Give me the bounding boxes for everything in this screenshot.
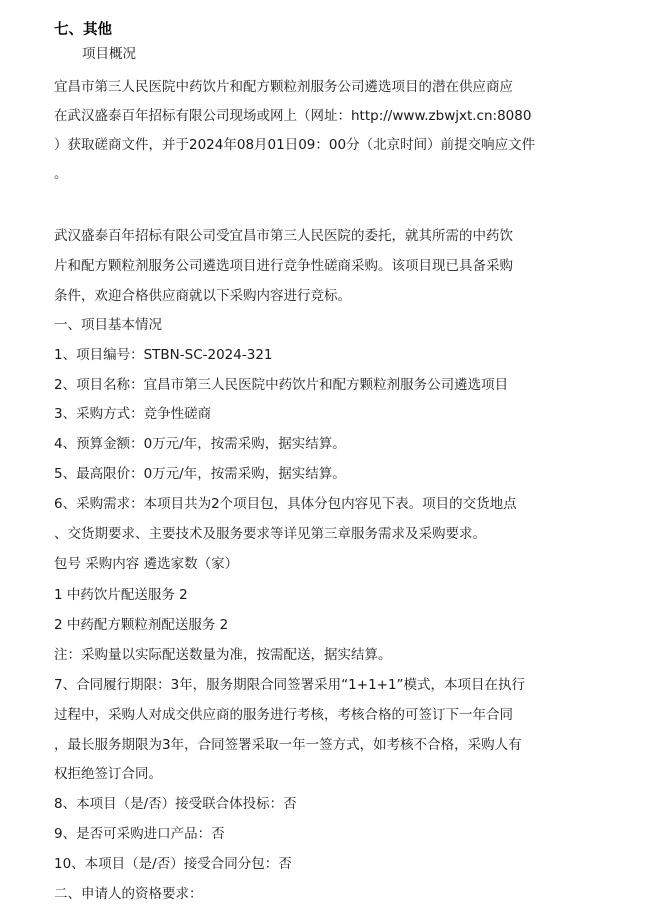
- overview-line: 在武汉盛泰百年招标有限公司现场或网上（网址：http://www.zbwjxt.cn:8080: [54, 108, 532, 124]
- basic-info-title: 一、项目基本情况: [54, 317, 162, 333]
- item-7-line: ，最长服务期限为3年，合同签署采取一年一签方式，如考核不合格，采购人有: [54, 737, 522, 753]
- item-6-line: 、交货期要求、主要技术及服务要求等详见第三章服务需求及采购要求。: [54, 526, 486, 542]
- item-6-line: 6、采购需求：本项目共为2个项目包，具体分包内容见下表。项目的交货地点: [54, 496, 517, 512]
- qualification-title: 二、申请人的资格要求：: [54, 886, 203, 902]
- table-header: 包号 采购内容 遴选家数（家）: [54, 556, 239, 572]
- item-5: 5、最高限价：0万元/年，按需采购，据实结算。: [54, 466, 346, 482]
- item-8: 8、本项目（是/否）接受联合体投标：否: [54, 796, 297, 812]
- overview-line: 宜昌市第三人民医院中药饮片和配方颗粒剂服务公司遴选项目的潜在供应商应: [54, 79, 513, 95]
- intro-line: 片和配方颗粒剂服务公司遴选项目进行竞争性磋商采购。该项目现已具备采购: [54, 258, 513, 274]
- overview-title: 项目概况: [82, 46, 136, 62]
- item-1: 1、项目编号：STBN-SC-2024-321: [54, 347, 273, 363]
- section-heading: 七、其他: [54, 22, 112, 38]
- item-7-line: 过程中，采购人对成交供应商的服务进行考核，考核合格的可签订下一年合同: [54, 707, 513, 723]
- item-7-line: 权拒绝签订合同。: [54, 766, 162, 782]
- table-row: 1 中药饮片配送服务 2: [54, 587, 188, 603]
- item-9: 9、是否可采购进口产品：否: [54, 826, 225, 842]
- overview-line: 。: [54, 166, 68, 182]
- item-2: 2、项目名称：宜昌市第三人民医院中药饮片和配方颗粒剂服务公司遴选项目: [54, 377, 509, 393]
- overview-line: ）获取磋商文件，并于2024年08月01日09：00分（北京时间）前提交响应文件: [54, 137, 536, 153]
- item-4: 4、预算金额：0万元/年，按需采购，据实结算。: [54, 436, 346, 452]
- note: 注：采购量以实际配送数量为准，按需配送，据实结算。: [54, 647, 392, 663]
- intro-line: 条件，欢迎合格供应商就以下采购内容进行竞标。: [54, 288, 351, 304]
- item-3: 3、采购方式：竞争性磋商: [54, 406, 212, 422]
- item-7-line: 7、合同履行期限：3年，服务期限合同签署采用“1+1+1”模式，本项目在执行: [54, 677, 526, 693]
- intro-line: 武汉盛泰百年招标有限公司受宜昌市第三人民医院的委托，就其所需的中药饮: [54, 228, 513, 244]
- table-row: 2 中药配方颗粒剂配送服务 2: [54, 617, 229, 633]
- item-10: 10、本项目（是/否）接受合同分包：否: [54, 856, 292, 872]
